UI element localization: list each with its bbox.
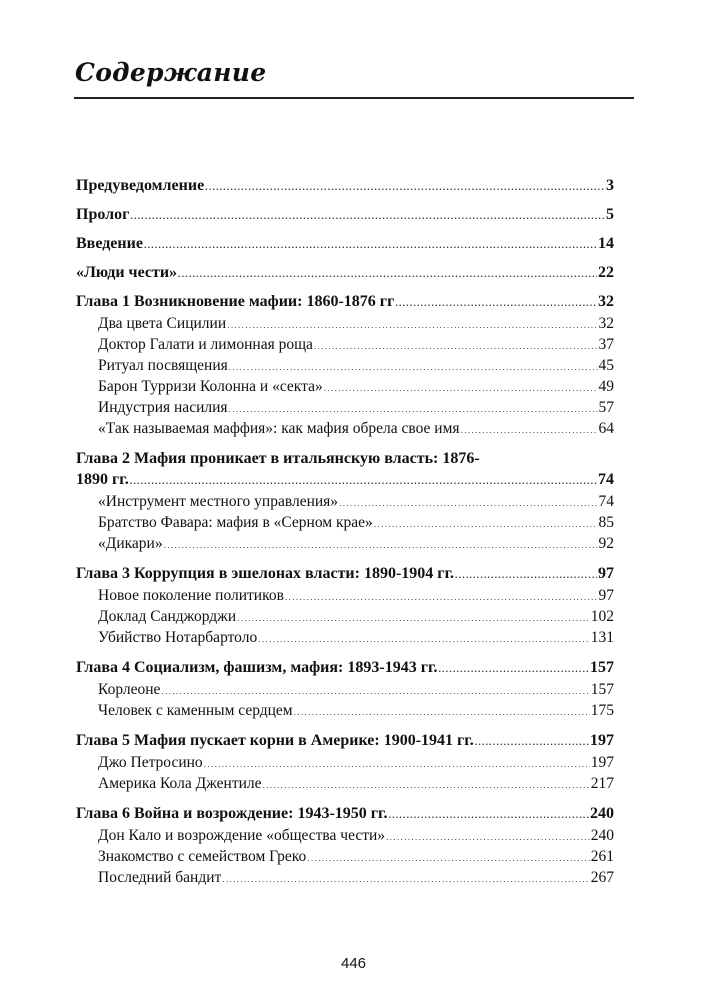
- toc-section-label: Барон Турризи Колонна и «секта»: [98, 378, 323, 395]
- toc-section-page: 175: [590, 702, 614, 719]
- toc-section-label: Доктор Галати и лимонная роща: [98, 336, 313, 353]
- dot-leader: [204, 755, 590, 774]
- dot-leader: [386, 828, 590, 847]
- toc-section-label: Знакомство с семейством Греко: [98, 848, 307, 865]
- toc-section-label: Убийство Нотарбартоло: [98, 629, 258, 646]
- toc-chapter-6[interactable]: [76, 804, 614, 826]
- toc-entry-prologue[interactable]: [76, 205, 614, 234]
- toc-entry-introduction[interactable]: [76, 234, 614, 263]
- toc-section[interactable]: [76, 628, 614, 649]
- toc-section[interactable]: [76, 377, 614, 398]
- toc-section-page: 37: [598, 336, 614, 353]
- toc-section-page: 240: [590, 827, 614, 844]
- toc-entry-men-of-honour[interactable]: [76, 263, 614, 292]
- toc-section[interactable]: [76, 826, 614, 847]
- dot-leader: [374, 515, 598, 534]
- toc-section[interactable]: [76, 701, 614, 722]
- toc-section-page: 92: [598, 535, 614, 552]
- toc-section[interactable]: [76, 774, 614, 795]
- toc-section[interactable]: [76, 680, 614, 701]
- toc-entry-page: 22: [598, 264, 614, 281]
- toc-section-label: «Инструмент местного управления»: [98, 493, 339, 510]
- dot-leader: [339, 494, 597, 513]
- toc-entry-label: Пролог: [76, 206, 130, 223]
- toc-section[interactable]: [76, 868, 614, 889]
- toc-section-page: 64: [598, 420, 614, 437]
- toc-chapter-label: Глава 3 Коррупция в эшелонах власти: 1890-1904 гг.: [76, 565, 455, 582]
- dot-leader: [164, 536, 598, 555]
- dot-leader: [205, 177, 605, 197]
- toc-section-label: «Дикари»: [98, 535, 163, 552]
- toc-section-page: 57: [598, 399, 614, 416]
- toc-section-page: 74: [598, 493, 614, 510]
- toc-chapter-page: 32: [598, 293, 614, 310]
- toc-entry-page: 3: [606, 177, 614, 194]
- dot-leader: [324, 379, 598, 398]
- toc-section-page: 45: [598, 357, 614, 374]
- page-number: 446: [340, 955, 367, 972]
- dot-leader: [222, 870, 589, 889]
- toc-section-page: 261: [590, 848, 614, 865]
- dot-leader: [461, 421, 598, 440]
- dot-leader: [263, 776, 590, 795]
- toc-section[interactable]: [76, 492, 614, 513]
- toc-entry-foreword[interactable]: [76, 176, 614, 205]
- toc-section-page: 157: [590, 681, 614, 698]
- toc-chapter-2-heading[interactable]: Глава 2 Мафия проникает в итальянскую власть: 1876-: [76, 450, 480, 467]
- toc-chapter-label: Глава 5 Мафия пускает корни в Америке: 1900-1941 гг.: [76, 732, 474, 749]
- toc-entry-page: 14: [598, 235, 614, 252]
- page-title: Содержание: [75, 58, 267, 87]
- toc-section-page: 197: [590, 754, 614, 771]
- toc-section-label: Америка Кола Джентиле: [98, 775, 262, 792]
- dot-leader: [227, 316, 597, 335]
- toc-section[interactable]: [76, 534, 614, 555]
- toc-section[interactable]: [76, 847, 614, 868]
- toc-section-page: 217: [590, 775, 614, 792]
- toc-entry-page: 5: [606, 206, 614, 223]
- dot-leader: [258, 630, 590, 649]
- dot-leader: [285, 588, 598, 607]
- toc-section-page: 49: [598, 378, 614, 395]
- dot-leader: [178, 264, 597, 284]
- toc-section-label: Индустрия насилия: [98, 399, 228, 416]
- toc-section[interactable]: [76, 419, 614, 440]
- dot-leader: [389, 805, 590, 825]
- toc-section-label: Новое поколение политиков: [98, 587, 284, 604]
- toc-section-page: 102: [590, 608, 614, 625]
- toc-section[interactable]: [76, 398, 614, 419]
- toc-section-page: 131: [590, 629, 614, 646]
- table-of-contents: [76, 176, 614, 889]
- toc-section-page: 267: [590, 869, 614, 886]
- toc-section-label: Доклад Санджорджи: [98, 608, 237, 625]
- toc-section-label: Человек с каменным сердцем: [98, 702, 293, 719]
- toc-chapter-label: 1890 гг.: [76, 471, 129, 488]
- toc-chapter-page: 240: [590, 805, 614, 822]
- toc-section-label: Джо Петросино: [98, 754, 203, 771]
- toc-chapter-5[interactable]: [76, 731, 614, 753]
- toc-chapter-label: Глава 1 Возникновение мафии: 1860-1876 гг: [76, 293, 395, 310]
- toc-section-label: Ритуал посвящения: [98, 357, 228, 374]
- toc-chapter-label: Глава 4 Социализм, фашизм, мафия: 1893-1943 гг.: [76, 659, 438, 676]
- dot-leader: [130, 471, 597, 491]
- toc-chapter-page: 197: [590, 732, 614, 749]
- toc-chapter-page: 157: [590, 659, 614, 676]
- toc-section-label: Последний бандит: [98, 869, 222, 886]
- toc-entry-label: Введение: [76, 235, 143, 252]
- dot-leader: [130, 206, 605, 226]
- dot-leader: [307, 849, 590, 868]
- toc-chapter-label: Глава 6 Война и возрождение: 1943-1950 гг.: [76, 805, 388, 822]
- toc-chapter-3[interactable]: [76, 564, 614, 586]
- title-rule: [74, 97, 634, 99]
- toc-section-label: Два цвета Сицилии: [98, 315, 227, 332]
- dot-leader: [294, 703, 590, 722]
- dot-leader: [475, 732, 589, 752]
- toc-section[interactable]: [76, 356, 614, 377]
- toc-section-label: Дон Кало и возрождение «общества чести»: [98, 827, 386, 844]
- toc-section[interactable]: [76, 314, 614, 335]
- toc-chapter-page: 97: [598, 565, 614, 582]
- dot-leader: [229, 400, 598, 419]
- toc-chapter-4[interactable]: [76, 658, 614, 680]
- toc-section[interactable]: [76, 753, 614, 774]
- toc-entry-label: «Люди чести»: [76, 264, 178, 281]
- toc-section-page: 97: [598, 587, 614, 604]
- toc-chapter-page: 74: [598, 471, 614, 488]
- toc-section[interactable]: [76, 607, 614, 628]
- dot-leader: [395, 293, 597, 313]
- toc-entry-label: Предуведомление: [76, 177, 205, 194]
- dot-leader: [237, 609, 590, 628]
- toc-section-page: 32: [598, 315, 614, 332]
- toc-section-label: «Так называемая маффия»: как мафия обрела свое имя: [98, 420, 460, 437]
- toc-section[interactable]: [76, 335, 614, 356]
- toc-section[interactable]: [76, 513, 614, 534]
- toc-section[interactable]: [76, 586, 614, 607]
- dot-leader: [455, 565, 597, 585]
- toc-chapter-1[interactable]: [76, 292, 614, 314]
- toc-section-page: 85: [598, 514, 614, 531]
- dot-leader: [161, 682, 589, 701]
- dot-leader: [314, 337, 598, 356]
- toc-section-label: Корлеоне: [98, 681, 161, 698]
- dot-leader: [229, 358, 598, 377]
- toc-section-label: Братство Фавара: мафия в «Серном крае»: [98, 514, 373, 531]
- dot-leader: [438, 659, 589, 679]
- dot-leader: [144, 235, 597, 255]
- toc-chapter-2[interactable]: [76, 470, 614, 492]
